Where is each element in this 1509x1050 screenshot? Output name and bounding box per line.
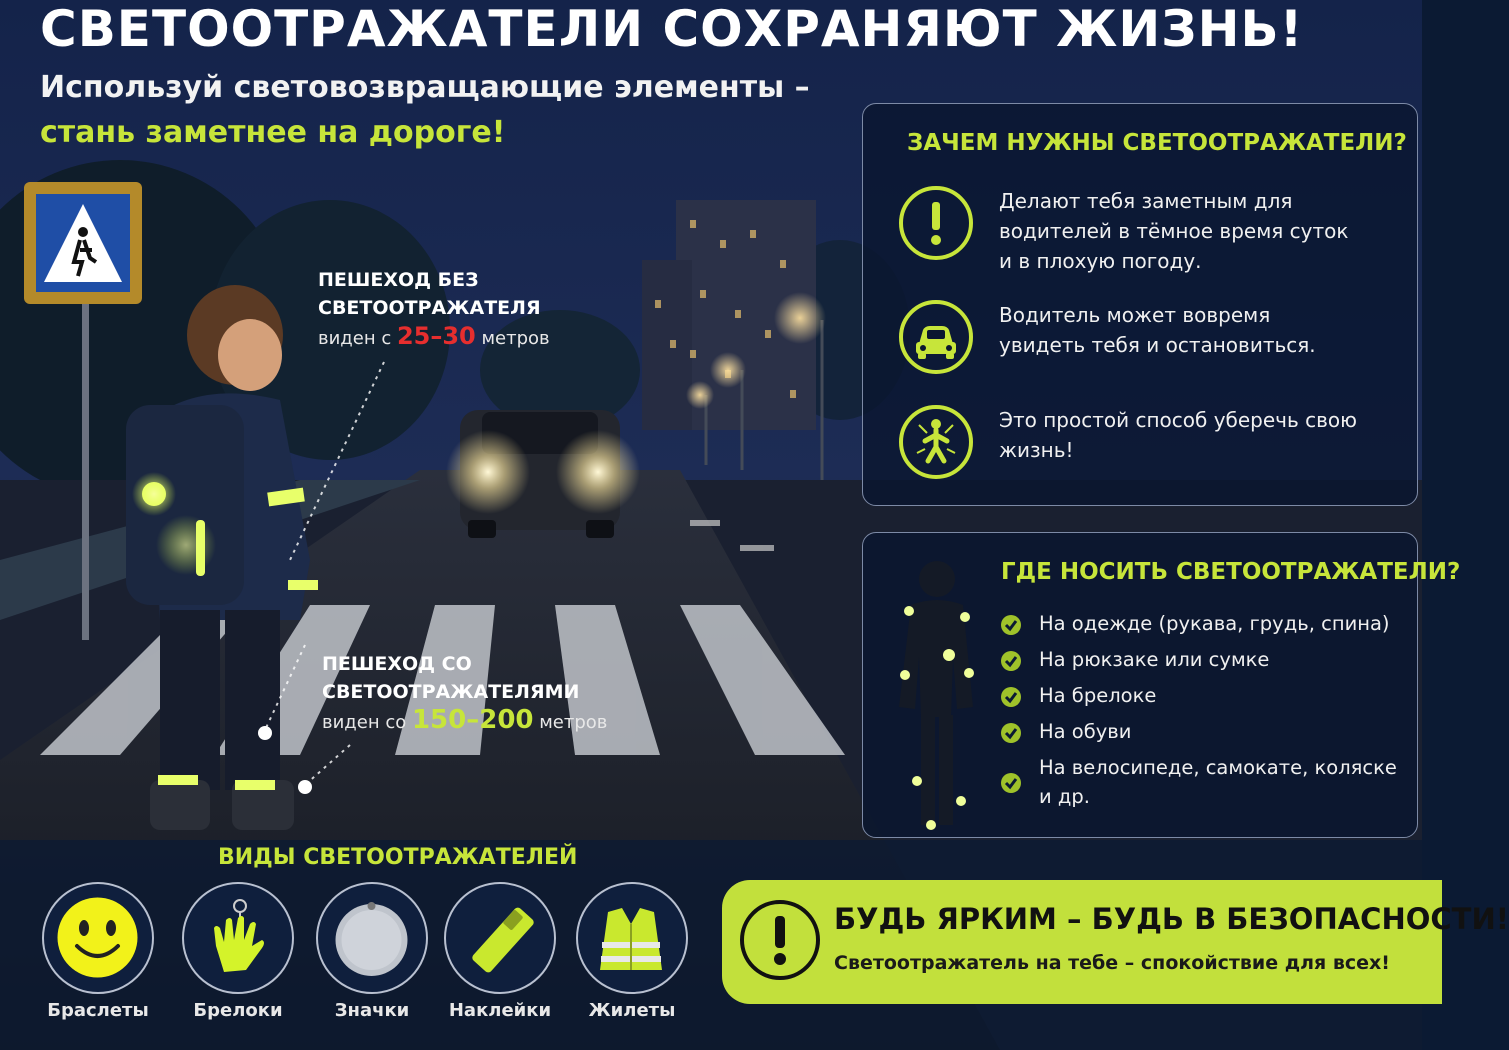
list-item xyxy=(1001,717,1411,746)
callout-without-reflector xyxy=(318,266,550,353)
list-item xyxy=(1001,609,1411,638)
hand-keychain-icon xyxy=(182,882,294,994)
type-item-stickers xyxy=(444,882,556,1032)
seen-suffix: метров xyxy=(533,712,608,733)
child-silhouette-icon xyxy=(891,557,981,833)
pedestrian-icon xyxy=(899,405,973,479)
list-item-text: На обуви xyxy=(1039,720,1132,743)
callout-with-line-1: ПЕШЕХОД СО xyxy=(322,653,472,675)
list-item xyxy=(1001,645,1411,674)
list-item-text: На брелоке xyxy=(1039,684,1157,707)
banner-title: БУДЬ ЯРКИМ – БУДЬ В БЕЗОПАСНОСТИ! xyxy=(834,902,1509,936)
why-reflectors-panel xyxy=(862,103,1418,506)
round-badge-icon xyxy=(316,882,428,994)
car-icon xyxy=(899,300,973,374)
type-label: Жилеты xyxy=(588,1000,676,1021)
list-item-text: На одежде (рукава, грудь, спина) xyxy=(1039,612,1390,635)
list-item xyxy=(1001,681,1411,710)
list-item-text: На рюкзаке или сумке xyxy=(1039,648,1270,671)
exclamation-icon xyxy=(899,186,973,260)
type-item-badges xyxy=(316,882,428,1032)
type-label: Браслеты xyxy=(47,1000,149,1021)
subtitle-line-1: Используй световозвращающие элементы – xyxy=(40,70,810,105)
reason-item xyxy=(899,186,1349,276)
sticker-strip-icon xyxy=(444,882,556,994)
callout-without-distance xyxy=(318,322,550,353)
check-icon xyxy=(1001,651,1021,671)
type-label: Наклейки xyxy=(448,1000,552,1021)
callout-without-line-2: СВЕТООТРАЖАТЕЛЯ xyxy=(318,297,541,319)
type-label: Брелоки xyxy=(193,1000,283,1021)
callout-with-line-2: СВЕТООТРАЖАТЕЛЯМИ xyxy=(322,681,580,703)
reason-item xyxy=(899,300,1339,390)
where-to-wear-panel xyxy=(862,532,1461,838)
check-icon xyxy=(1001,687,1021,707)
distance-value: 25–30 xyxy=(396,322,476,350)
seen-suffix: метров xyxy=(475,328,550,349)
check-icon xyxy=(1001,615,1021,635)
smiley-icon xyxy=(42,882,154,994)
type-item-vests xyxy=(576,882,688,1032)
reason-text: Делают тебя заметным для водителей в тёмное время суток и в плохую погоду. xyxy=(999,189,1349,273)
where-panel-title: ГДЕ НОСИТЬ СВЕТООТРАЖАТЕЛИ? xyxy=(1001,559,1461,585)
safety-banner xyxy=(722,880,1509,1004)
callout-with-distance xyxy=(322,706,607,737)
check-icon xyxy=(1001,773,1021,793)
check-icon xyxy=(1001,723,1021,743)
type-label: Значки xyxy=(334,1000,410,1021)
why-panel-title: ЗАЧЕМ НУЖНЫ СВЕТООТРАЖАТЕЛИ? xyxy=(907,130,1407,156)
type-item-keychains xyxy=(182,882,294,1032)
banner-subtitle: Светоотражатель на тебе – спокойствие для всех! xyxy=(834,952,1390,974)
reason-item xyxy=(899,405,1357,495)
reason-text: Водитель может вовремя увидеть тебя и остановиться. xyxy=(999,303,1316,357)
types-title: ВИДЫ СВЕТООТРАЖАТЕЛЕЙ xyxy=(218,845,578,870)
distance-value: 150–200 xyxy=(411,705,534,735)
callout-with-reflectors xyxy=(322,650,607,737)
type-item-bracelets xyxy=(42,882,154,1032)
seen-prefix: виден со xyxy=(322,712,412,733)
exclamation-icon xyxy=(740,900,820,980)
reason-text: Это простой способ уберечь свою жизнь! xyxy=(999,408,1357,462)
callout-without-line-1: ПЕШЕХОД БЕЗ xyxy=(318,269,479,291)
list-item-text: На велосипеде, самокате, коляске и др. xyxy=(1039,756,1397,808)
where-list xyxy=(1001,609,1411,818)
subtitle-line-2: стань заметнее на дороге! xyxy=(40,115,506,150)
list-item xyxy=(1001,753,1411,811)
page-title: СВЕТООТРАЖАТЕЛИ СОХРАНЯЮТ ЖИЗНЬ! xyxy=(40,0,1304,58)
safety-vest-icon xyxy=(576,882,688,994)
seen-prefix: виден с xyxy=(318,328,397,349)
